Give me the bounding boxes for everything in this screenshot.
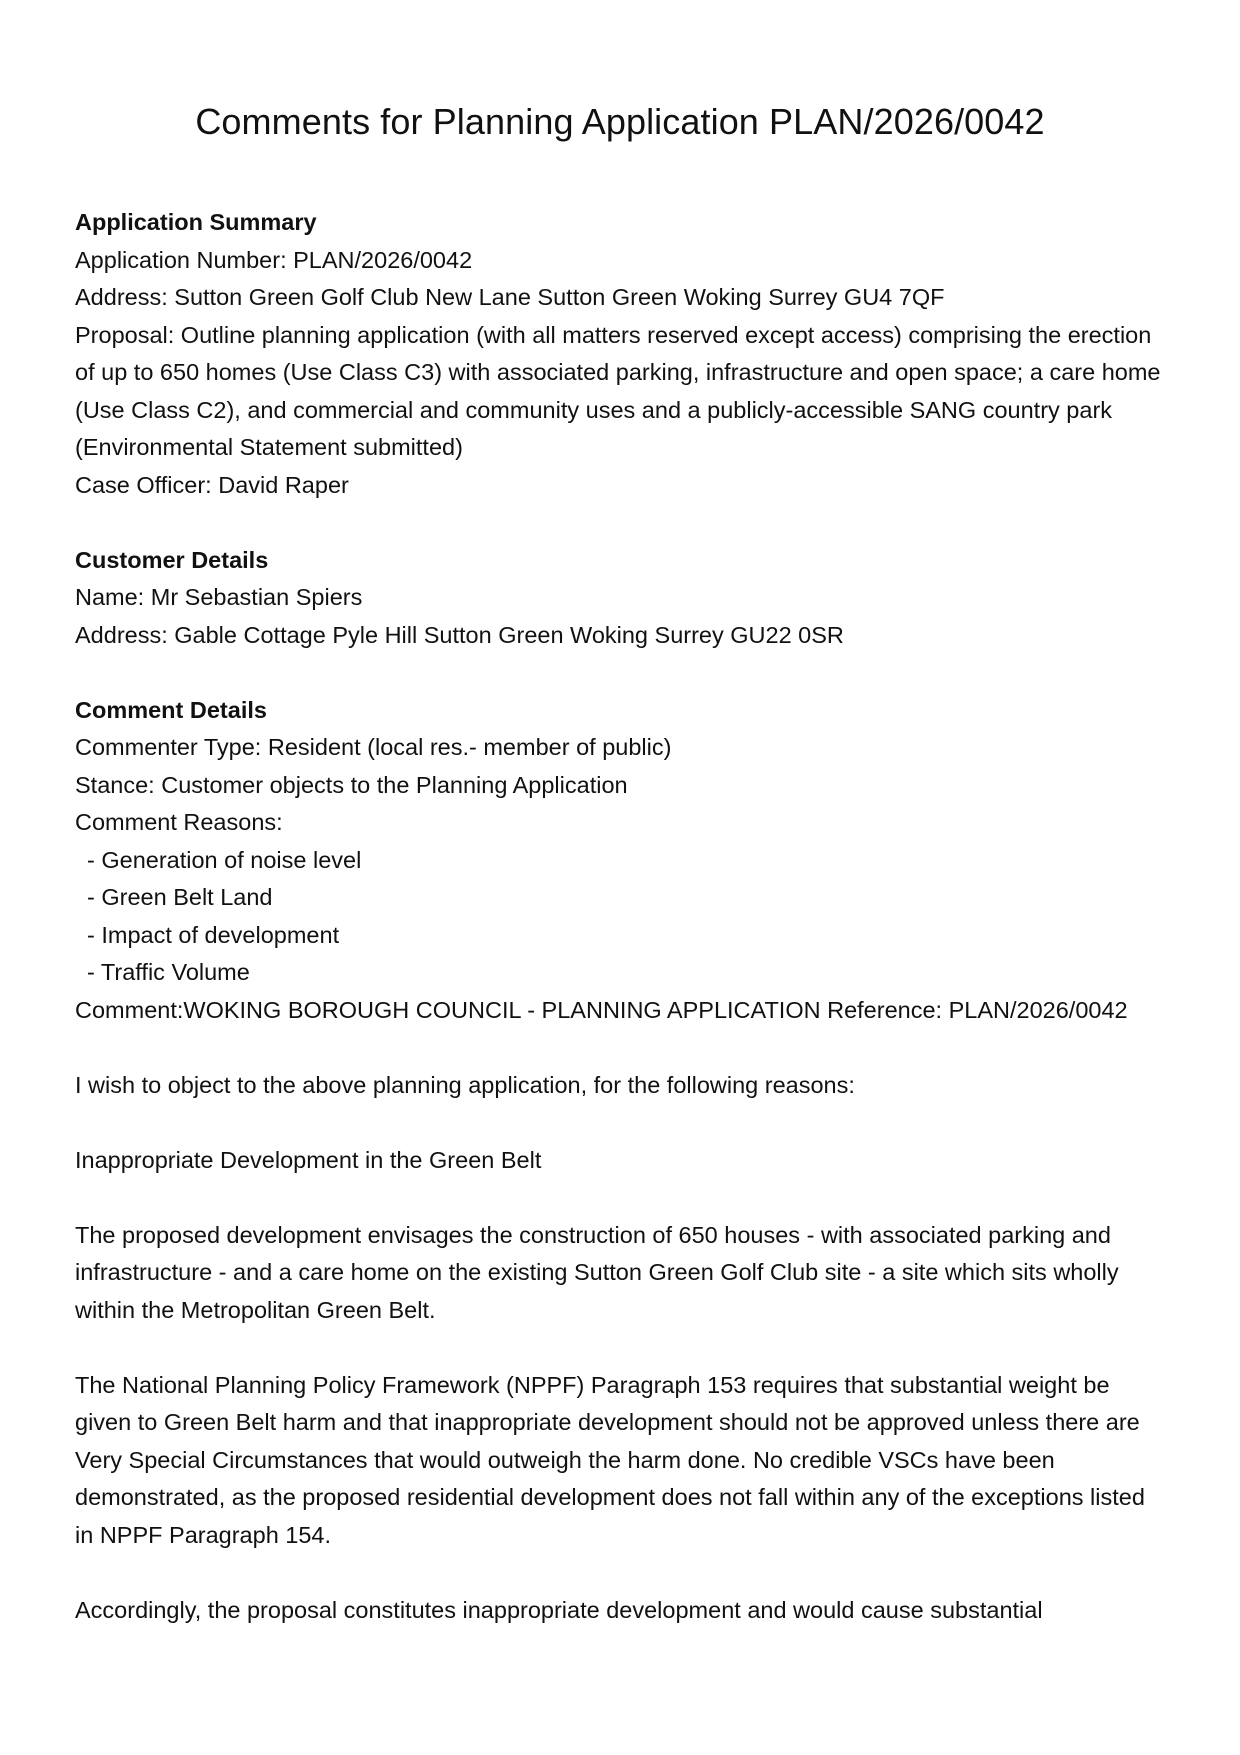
comment-body: [75, 1067, 1165, 1630]
commenter-type: Commenter Type: Resident (local res.- member of public): [75, 734, 672, 760]
comment-details-section: [75, 692, 1165, 1630]
case-officer: Case Officer: David Raper: [75, 471, 349, 498]
application-summary-section: [75, 204, 1165, 504]
comment-paragraph: I wish to object to the above planning application, for the following reasons:: [75, 1071, 855, 1098]
comment-reasons-label: Comment Reasons:: [75, 809, 283, 835]
comment-paragraph: The National Planning Policy Framework (NPPF) Paragraph 153 requires that substantial weight be given to Green Belt harm and that inappropriate development should not be approved unless there are Very Special Circumstances that would outweigh the harm done. No credible VSCs have been demonstrated, as the proposed residential development does not fall within any of the exceptions listed in NPPF Paragraph 154.: [75, 1371, 1145, 1548]
page-title: Comments for Planning Application PLAN/2026/0042: [195, 101, 1045, 142]
customer-name: Name: Mr Sebastian Spiers: [75, 584, 363, 610]
customer-address: Address: Gable Cottage Pyle Hill Sutton Green Woking Surrey GU22 0SR: [75, 621, 844, 648]
comment-paragraph: Inappropriate Development in the Green Belt: [75, 1146, 542, 1173]
customer-details-section: [75, 542, 1165, 655]
application-address: Address: Sutton Green Golf Club New Lane Sutton Green Woking Surrey GU4 7QF: [75, 284, 945, 310]
comment-reasons-list: [75, 842, 1165, 992]
application-number: Application Number: PLAN/2026/0042: [75, 246, 473, 273]
stance: Stance: Customer objects to the Planning Application: [75, 771, 628, 798]
comment-paragraph: Accordingly, the proposal constitutes inappropriate development and would cause substantial: [75, 1596, 1043, 1623]
comment-reason-item: - Generation of noise level: [87, 846, 362, 873]
comment-paragraph: The proposed development envisages the construction of 650 houses - with associated parking and infrastructure - and a care home on the existing Sutton Green Golf Club site - a site which sits wholly within the Metropolitan Green Belt.: [75, 1221, 1119, 1323]
comment-reason-item: - Green Belt Land: [87, 884, 273, 910]
comment-details-heading: Comment Details: [75, 696, 267, 723]
comment-intro: Comment:WOKING BOROUGH COUNCIL - PLANNING APPLICATION Reference: PLAN/2026/0042: [75, 996, 1128, 1023]
comment-reason-item: - Impact of development: [87, 921, 340, 948]
customer-details-heading: Customer Details: [75, 546, 269, 573]
application-proposal: Proposal: Outline planning application (with all matters reserved except access) comprising the erection of up to 650 homes (Use Class C3) with associated parking, infrastructure and open space; a care home (Use Class C2), and commercial and community uses and a publicly-accessible SANG country park (Environmental Statement submitted): [75, 321, 1161, 460]
application-summary-heading: Application Summary: [75, 209, 317, 235]
comment-reason-item: - Traffic Volume: [87, 959, 250, 985]
